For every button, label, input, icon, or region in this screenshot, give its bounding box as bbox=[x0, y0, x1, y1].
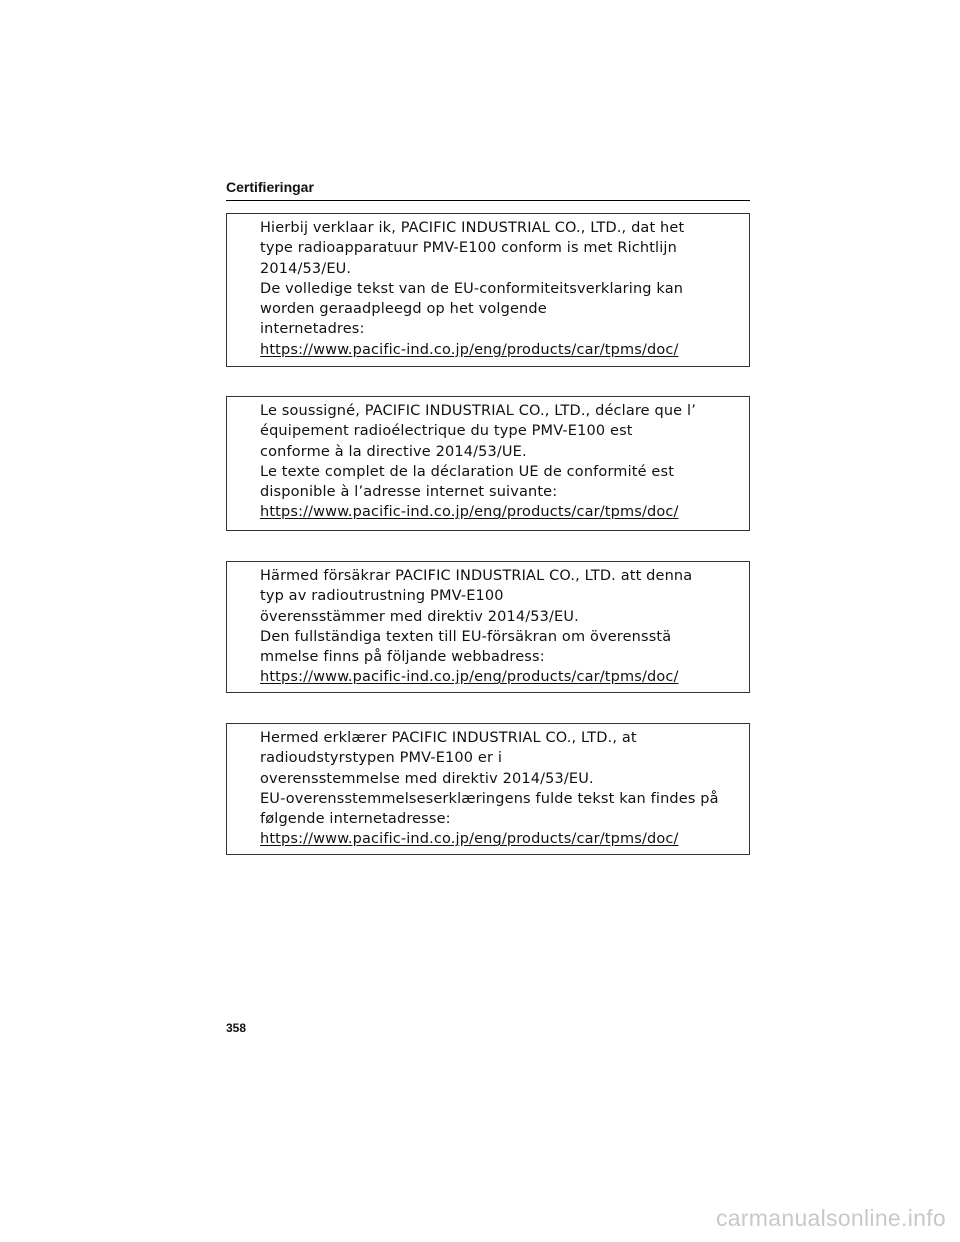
text-line: Hermed erklærer PACIFIC INDUSTRIAL CO., LTD., at bbox=[260, 730, 637, 746]
certification-text bbox=[260, 218, 740, 360]
certification-box-french bbox=[226, 396, 750, 531]
text-line: Härmed försäkrar PACIFIC INDUSTRIAL CO., LTD. att denna bbox=[260, 568, 693, 584]
text-line: Le texte complet de la déclaration UE de conformité est bbox=[260, 463, 675, 480]
certification-text bbox=[260, 728, 740, 850]
certification-box-danish bbox=[226, 723, 750, 855]
text-line: conforme à la directive 2014/53/UE. bbox=[260, 443, 527, 460]
certification-box-dutch bbox=[226, 213, 750, 367]
text-line: følgende internetadresse: bbox=[260, 811, 451, 828]
section-header bbox=[226, 178, 750, 201]
text-line: De volledige tekst van de EU-conformiteitsverklaring kan bbox=[260, 280, 684, 297]
text-line: typ av radioutrustning PMV-E100 bbox=[260, 588, 504, 605]
text-line: worden geraadpleegd op het volgende bbox=[260, 301, 547, 318]
text-line: type radioapparatuur PMV-E100 conform is met Richtlijn bbox=[260, 240, 677, 257]
doc-link[interactable]: https://www.pacific-ind.co.jp/eng/products/car/tpms/doc/ bbox=[260, 669, 679, 686]
doc-link[interactable]: https://www.pacific-ind.co.jp/eng/products/car/tpms/doc/ bbox=[260, 831, 679, 848]
text-line: Le soussigné, PACIFIC INDUSTRIAL CO., LTD., déclare que l’ bbox=[260, 403, 696, 419]
certification-text bbox=[260, 401, 740, 523]
text-line: overensstemmelse med direktiv 2014/53/EU. bbox=[260, 770, 594, 787]
watermark: carmanualsonline.info bbox=[715, 1205, 946, 1231]
doc-link[interactable]: https://www.pacific-ind.co.jp/eng/products/car/tpms/doc/ bbox=[260, 341, 679, 358]
text-line: radioudstyrstypen PMV-E100 er i bbox=[260, 750, 503, 767]
text-line: 2014/53/EU. bbox=[260, 260, 352, 277]
certification-box-swedish bbox=[226, 561, 750, 693]
text-line: EU-overensstemmelseserklæringens fulde tekst kan findes på bbox=[260, 790, 719, 807]
text-line: överensstämmer med direktiv 2014/53/EU. bbox=[260, 608, 579, 625]
page-number: 358 bbox=[226, 1021, 247, 1035]
text-line: Den fullständiga texten till EU-försäkran om överensstä bbox=[260, 628, 672, 645]
certification-text bbox=[260, 566, 740, 688]
text-line: internetadres: bbox=[260, 321, 365, 338]
text-line: Hierbij verklaar ik, PACIFIC INDUSTRIAL CO., LTD., dat het bbox=[260, 220, 685, 236]
text-line: disponible à l’adresse internet suivante: bbox=[260, 484, 558, 501]
text-line: équipement radioélectrique du type PMV-E100 est bbox=[260, 423, 633, 440]
section-title: Certifieringar bbox=[226, 179, 314, 195]
text-line: mmelse finns på följande webbadress: bbox=[260, 649, 545, 666]
doc-link[interactable]: https://www.pacific-ind.co.jp/eng/products/car/tpms/doc/ bbox=[260, 504, 679, 521]
